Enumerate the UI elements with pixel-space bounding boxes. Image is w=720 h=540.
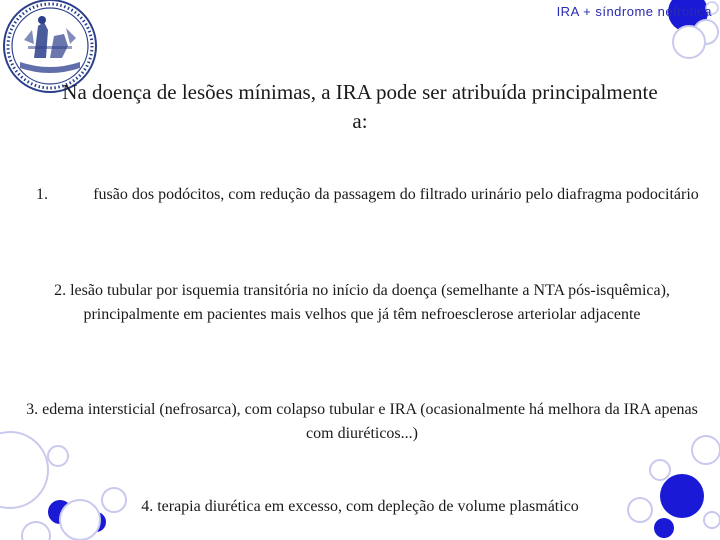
option-4: 4. terapia diurética em excesso, com depleção de volume plasmático: [141, 498, 579, 515]
option-1-number: 1.: [36, 186, 48, 203]
option-1-text: fusão dos podócitos, com redução da passagem do filtrado urinário pelo diafragma podocitário: [93, 186, 699, 203]
bubble-ring-icon: [704, 512, 720, 528]
option-1: [30, 183, 710, 207]
question-text: Na doença de lesões mínimas, a IRA pode ser atribuída principalmente a:: [62, 80, 658, 133]
bubble-ring-icon: [650, 460, 670, 480]
bubble-ring-icon: [673, 26, 705, 58]
bubble-filled-icon: [660, 474, 704, 518]
option-3: 3. edema intersticial (nefrosarca), com colapso tubular e IRA (ocasionalmente há melhora da IRA apenas com diuréticos...): [26, 401, 698, 442]
bubble-filled-icon: [654, 518, 674, 538]
slide-header-title: IRA + síndrome nefrótica: [556, 4, 712, 19]
bubble-ring-icon: [22, 522, 50, 540]
bubble-ring-icon: [48, 446, 68, 466]
option-2: 2. lesão tubular por isquemia transitória no início da doença (semelhante a NTA pós-isquêmica), principalmente em pacientes mais velhos que já têm nefroesclerose arteriolar adjacente: [54, 282, 670, 323]
